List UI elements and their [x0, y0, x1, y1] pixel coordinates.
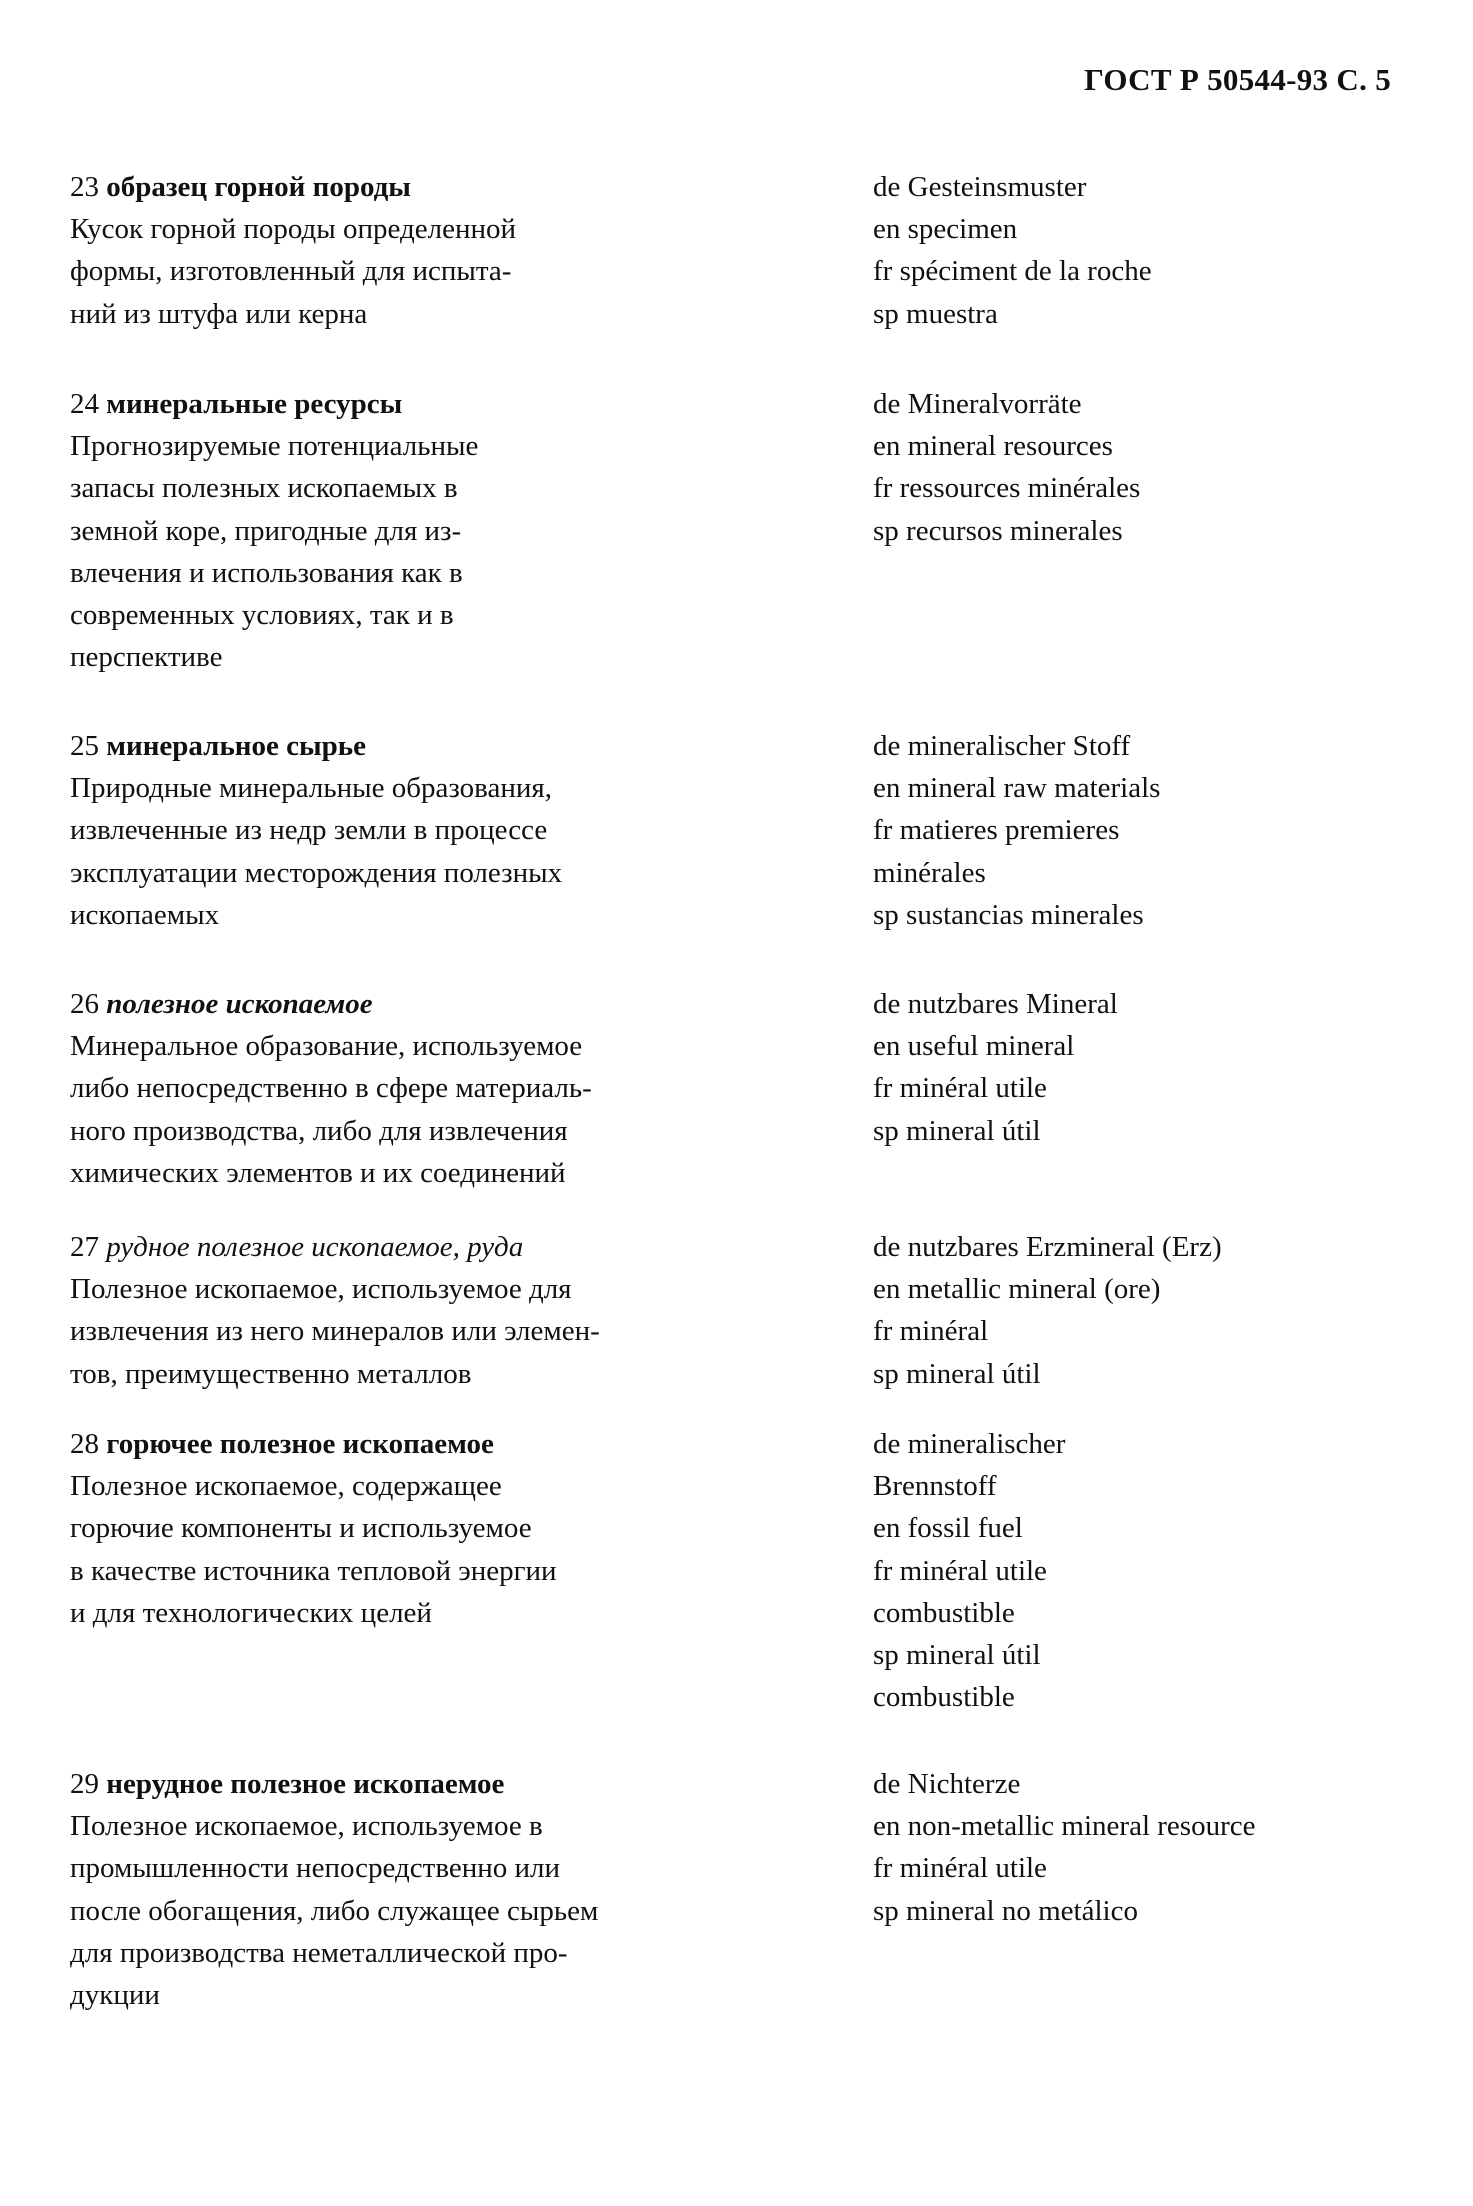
definition-line: и для технологических целей [70, 1596, 432, 1629]
translation-line: combustible [873, 1681, 1015, 1714]
term-definition-block [70, 1226, 790, 1395]
translation-line: sp recursos minerales [873, 514, 1123, 547]
definition-line: Природные минеральные образования, [70, 772, 552, 805]
term-number: 26 [70, 988, 99, 1020]
term-title: рудное полезное ископаемое, руда [106, 1231, 524, 1263]
translation-line: de Mineralvorräte [873, 388, 1082, 420]
definition-line: земной коре, пригодные для из- [70, 514, 462, 547]
term-definition-block [70, 1763, 790, 2016]
translation-line: sp mineral útil [873, 1114, 1041, 1147]
definition-line: промышленности непосредственно или [70, 1852, 561, 1885]
term-definition-block [70, 725, 790, 936]
term-heading [70, 1423, 790, 1465]
term-number: 24 [70, 388, 99, 420]
translation-line: de Gesteinsmuster [873, 171, 1087, 203]
term-definition-block [70, 383, 790, 678]
translation-line: fr ressources minérales [873, 472, 1141, 505]
translation-line: de mineralischer [873, 1428, 1066, 1460]
term-title: минеральные ресурсы [106, 388, 403, 420]
term-heading [70, 166, 790, 208]
definition-line: либо непосредственно в сфере материаль- [70, 1072, 592, 1105]
definition-line: Полезное ископаемое, используемое для [70, 1273, 572, 1306]
definition-line: перспективе [70, 641, 223, 674]
translation-line: de nutzbares Erzmineral (Erz) [873, 1231, 1222, 1263]
definition-line: Полезное ископаемое, содержащее [70, 1470, 502, 1503]
term-title: горючее полезное ископаемое [106, 1428, 494, 1460]
translation-line: fr spéciment de la roche [873, 255, 1152, 288]
translation-line: sp muestra [873, 297, 998, 330]
translation-line: fr minéral utile [873, 1852, 1047, 1885]
definition-line: влечения и использования как в [70, 556, 463, 589]
term-title: образец горной породы [106, 171, 411, 203]
definition-line: современных условиях, так и в [70, 599, 454, 632]
definition-line: дукции [70, 1979, 160, 2012]
term-number: 23 [70, 171, 99, 203]
translations-block [873, 1763, 1453, 1932]
term-heading [70, 725, 790, 767]
page-header: ГОСТ Р 50544-93 С. 5 [1084, 62, 1391, 97]
term-title: нерудное полезное ископаемое [106, 1768, 505, 1800]
translation-line: sp mineral no metálico [873, 1894, 1138, 1927]
term-title: полезное ископаемое [106, 988, 373, 1020]
translation-line: combustible [873, 1596, 1015, 1629]
definition-line: Кусок горной породы определенной [70, 213, 517, 246]
definition-line: ископаемых [70, 898, 220, 931]
translation-line: en non-metallic mineral resource [873, 1810, 1256, 1843]
term-heading [70, 1763, 790, 1805]
translation-line: fr minéral utile [873, 1554, 1047, 1587]
term-number: 25 [70, 730, 99, 762]
term-title: минеральное сырье [106, 730, 366, 762]
definition-line: для производства неметаллической про- [70, 1936, 568, 1969]
term-number: 27 [70, 1231, 99, 1263]
translation-line: en fossil fuel [873, 1512, 1023, 1545]
definition-line: горючие компоненты и используемое [70, 1512, 532, 1545]
translation-line: en specimen [873, 213, 1018, 246]
definition-line: химических элементов и их соединений [70, 1156, 566, 1189]
definition-line: запасы полезных ископаемых в [70, 472, 458, 505]
translation-line: sp mineral útil [873, 1357, 1041, 1390]
translation-line: en metallic mineral (ore) [873, 1273, 1161, 1306]
term-heading [70, 1226, 790, 1268]
definition-line: ного производства, либо для извлечения [70, 1114, 568, 1147]
definition-line: ний из штуфа или керна [70, 297, 368, 330]
definition-line: Полезное ископаемое, используемое в [70, 1810, 543, 1843]
term-heading [70, 383, 790, 425]
definition-line: в качестве источника тепловой энергии [70, 1554, 557, 1587]
definition-line: извлечения из него минералов или элемен- [70, 1315, 600, 1348]
term-heading [70, 983, 790, 1025]
term-definition-block [70, 166, 790, 335]
definition-line: после обогащения, либо служащее сырьем [70, 1894, 599, 1927]
term-number: 29 [70, 1768, 99, 1800]
translations-block [873, 1423, 1453, 1718]
definition-line: эксплуатации месторождения полезных [70, 856, 563, 889]
term-number: 28 [70, 1428, 99, 1460]
translations-block [873, 983, 1453, 1152]
definition-line: извлеченные из недр земли в процессе [70, 814, 548, 847]
translations-block [873, 1226, 1453, 1395]
translation-line: en mineral raw materials [873, 772, 1161, 805]
translation-line: Brennstoff [873, 1470, 997, 1503]
definition-line: Минеральное образование, используемое [70, 1030, 583, 1063]
definition-line: формы, изготовленный для испыта- [70, 255, 512, 288]
translation-line: en useful mineral [873, 1030, 1075, 1063]
translations-block [873, 166, 1453, 335]
translation-line: de mineralischer Stoff [873, 730, 1131, 762]
translation-line: de nutzbares Mineral [873, 988, 1118, 1020]
translations-block [873, 725, 1453, 936]
translation-line: fr minéral utile [873, 1072, 1047, 1105]
term-definition-block [70, 983, 790, 1194]
translation-line: minérales [873, 856, 986, 889]
definition-line: Прогнозируемые потенциальные [70, 430, 479, 463]
translations-block [873, 383, 1453, 552]
translation-line: fr matieres premieres [873, 814, 1120, 847]
translation-line: sp mineral útil [873, 1639, 1041, 1672]
term-definition-block [70, 1423, 790, 1634]
translation-line: sp sustancias minerales [873, 898, 1144, 931]
translation-line: fr minéral [873, 1315, 989, 1348]
translation-line: de Nichterze [873, 1768, 1021, 1800]
translation-line: en mineral resources [873, 430, 1113, 463]
definition-line: тов, преимущественно металлов [70, 1357, 472, 1390]
